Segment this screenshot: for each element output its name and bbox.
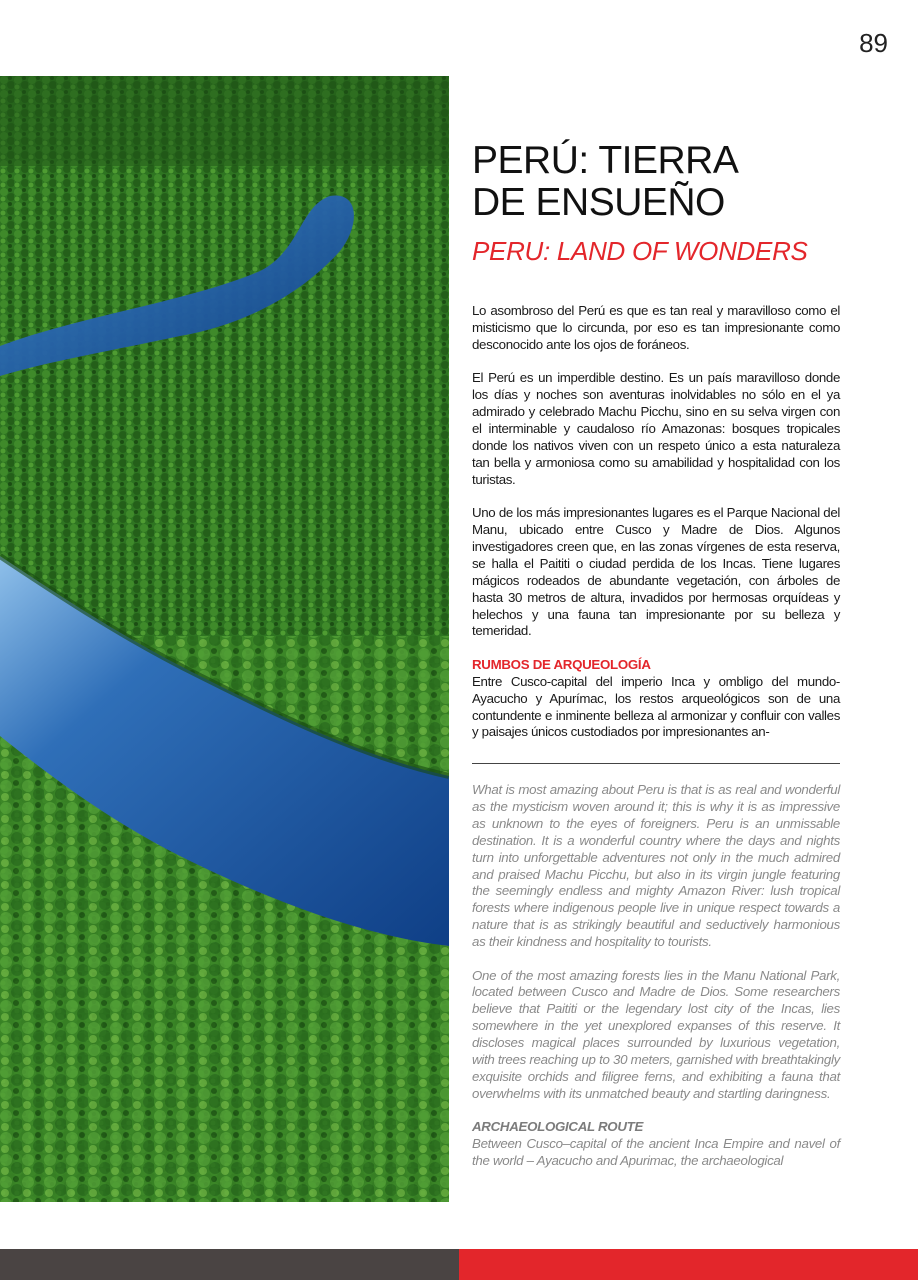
- rainforest-river-image: [0, 76, 449, 1202]
- english-body: [472, 782, 840, 1170]
- title-spanish: [472, 140, 840, 224]
- page-number: 89: [859, 28, 888, 58]
- english-paragraph: Between Cusco–capital of the ancient Inca Empire and navel of the world – Ayacucho and Apurimac, the archaeological: [472, 1136, 840, 1169]
- title-spanish-line-1: PERÚ: TIERRA: [472, 139, 739, 182]
- spanish-article-column: [472, 140, 840, 758]
- title-english: PERU: LAND OF WONDERS: [472, 236, 808, 266]
- spanish-paragraph: El Perú es un imperdible destino. Es un país maravilloso donde los días y noches son aventuras inolvidables no sólo en el ya admirado y celebrado Machu Picchu, sino en su selva virgen con el interminable y caudaloso río Amazonas: bosques tropicales donde los nativos viven con un respeto único a esta naturaleza tan bella y armoniosa como su amabilidad y hospitalidad con los turistas.: [472, 370, 840, 487]
- spanish-paragraph: Lo asombroso del Perú es que es tan real y maravilloso como el misticismo que lo circunda, por eso es tan impresionante como desconocido ante los ojos de foráneos.: [472, 303, 840, 352]
- footer-bar-dark: [0, 1249, 459, 1280]
- spanish-body: [472, 303, 840, 741]
- footer-bar-red: [459, 1249, 918, 1280]
- spanish-paragraph: Entre Cusco-capital del imperio Inca y ombligo del mundo-Ayacucho y Apurímac, los restos arqueológicos son de una contundente e inminente belleza al armonizar y confluir con valles y paisajes únicos custodiados por impresionantes an-: [472, 673, 840, 740]
- amazon-river-photo: [0, 76, 449, 1202]
- english-paragraph: One of the most amazing forests lies in the Manu National Park, located between Cusco and Madre de Dios. Some researchers believe that Paititi or the legendary lost city of the Incas, lies somewhere in the yet unexplored expanses of this reserve. It discloses magical places surrounded by luxurious vegetation, with trees reaching up to 30 meters, garnished with breathtakingly exquisite orchids and filigree ferns, and exhibiting a fauna that overwhelms with its unmatched beauty and startling daringness.: [472, 967, 840, 1101]
- english-paragraph: What is most amazing about Peru is that is as real and wonderful as the mysticism woven around it; this is why it is as impressive as unknown to the eyes of foreigners. Peru is an unmissable destination. It is a wonderful country where the days and nights turn into unforgettable adventures not only in the much admired and praised Machu Picchu, but also in its virgin jungle featuring the seemingly endless and mighty Amazon River: lush tropical forests where indigenous people live in unique respect towards a nature that is as strikingly beautiful and seductively harmonious as their kindness and hospitality to tourists.: [472, 782, 840, 950]
- spanish-subheading: RUMBOS DE ARQUEOLOGÍA: [472, 656, 651, 672]
- title-spanish-line-2: DE ENSUEÑO: [472, 181, 725, 224]
- spanish-paragraph: Uno de los más impresionantes lugares es el Parque Nacional del Manu, ubicado entre Cusco y Madre de Dios. Algunos investigadores creen que, en las zonas vírgenes de esta reserva, se halla el Paititi o ciudad perdida de los Incas. Tiene lugares mágicos rodeados de abundante vegetación, con árboles de hasta 30 metros de altura, invadidos por hermosas orquídeas y helechos y una fauna tan impresionante por su belleza y temeridad.: [472, 505, 840, 639]
- section-divider: [472, 763, 840, 764]
- english-subheading: ARCHAEOLOGICAL ROUTE: [472, 1119, 644, 1135]
